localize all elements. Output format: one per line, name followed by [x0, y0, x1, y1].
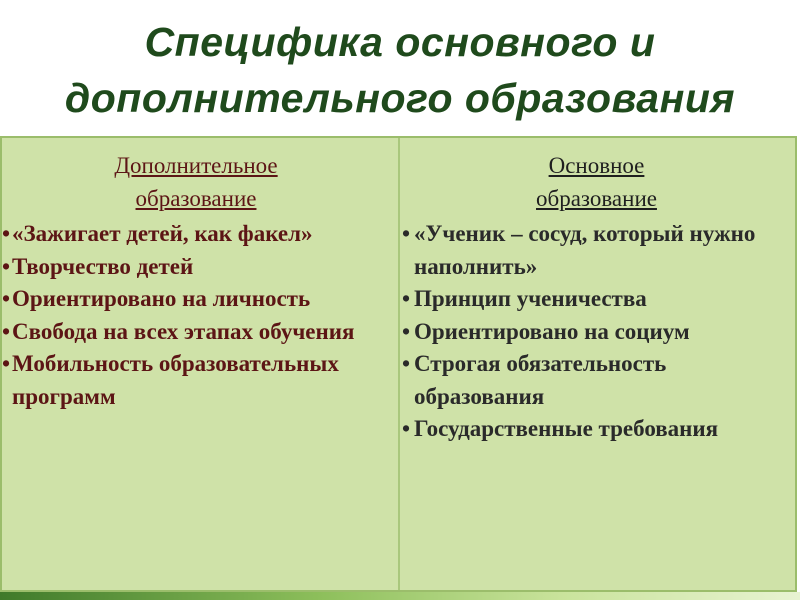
list-item-text: Ориентировано на социум — [414, 318, 690, 344]
column-heading-additional — [2, 150, 390, 215]
list-item-text: Государственные требования — [414, 416, 719, 441]
column-basic-education — [400, 138, 795, 590]
list-item — [2, 283, 390, 316]
comparison-table — [0, 136, 797, 592]
footer-decoration-strip — [0, 592, 800, 600]
column-heading-basic-line1: Основное — [548, 153, 645, 178]
bullet-icon: • — [402, 318, 411, 344]
slide-title-line2: дополнительного образования — [64, 75, 736, 121]
list-item — [402, 218, 791, 283]
list-item-text: «Ученик – сосуд, который нужно наполнить» — [414, 221, 756, 279]
bullet-icon: • — [2, 318, 11, 344]
list-item-text: «Зажигает детей, как факел» — [12, 221, 313, 246]
list-item-text: Принцип ученичества — [414, 286, 647, 311]
bullet-icon: • — [2, 286, 11, 311]
list-item-text: Творчество детей — [12, 253, 194, 279]
list-item-text: Свобода на всех этапах обучения — [12, 318, 355, 344]
bullet-icon: • — [2, 351, 11, 376]
slide-title-line1: Специфика основного и — [144, 19, 656, 65]
column-additional-education — [2, 138, 400, 590]
list-item — [402, 348, 791, 413]
additional-items-list — [2, 218, 390, 413]
slide-title — [0, 14, 800, 126]
list-item-text: Ориентировано на личность — [12, 286, 311, 311]
list-item — [402, 316, 791, 349]
basic-items-list — [402, 218, 791, 446]
list-item — [402, 283, 791, 316]
list-item — [402, 413, 791, 446]
list-item-text: Мобильность образовательных программ — [12, 351, 339, 409]
list-item — [2, 251, 390, 284]
bullet-icon: • — [2, 221, 11, 246]
bullet-icon: • — [402, 351, 411, 376]
list-item — [2, 316, 390, 349]
column-heading-additional-line1: Дополнительное — [114, 153, 278, 178]
column-heading-additional-line2: образование — [135, 185, 257, 211]
bullet-icon: • — [402, 416, 411, 441]
bullet-icon: • — [402, 286, 411, 311]
column-heading-basic-line2: образование — [536, 185, 657, 211]
list-item-text: Строгая обязательность образования — [414, 351, 667, 409]
bullet-icon: • — [2, 253, 11, 279]
column-heading-basic — [402, 150, 791, 215]
list-item — [2, 348, 390, 413]
bullet-icon: • — [402, 221, 411, 246]
list-item — [2, 218, 390, 251]
